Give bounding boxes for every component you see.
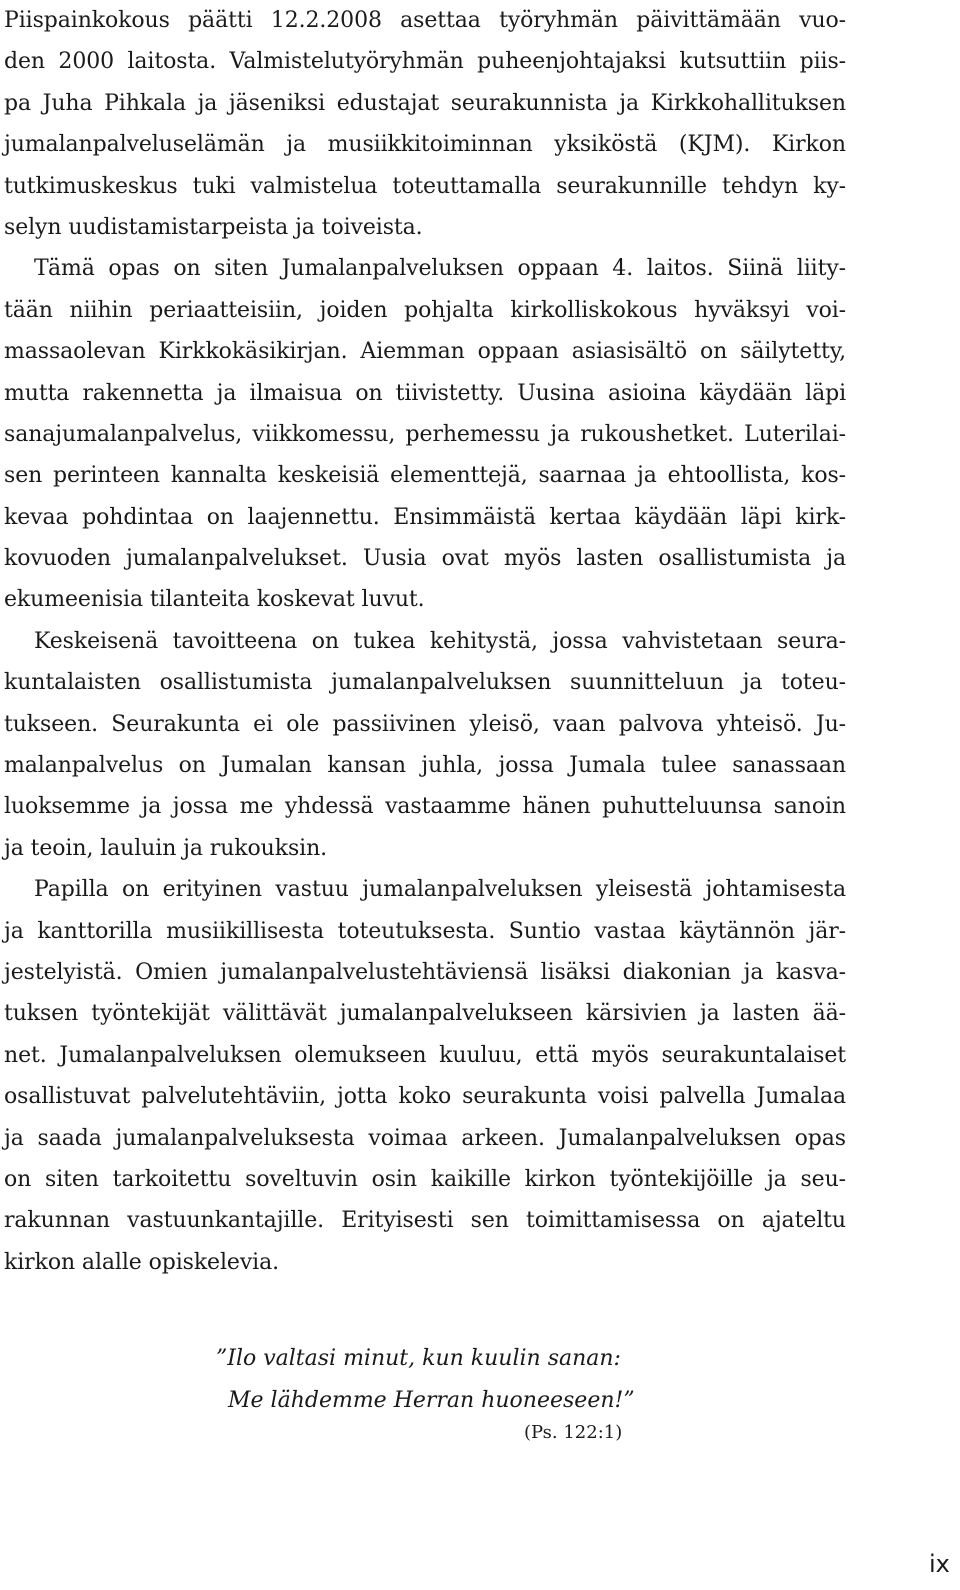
text-line: sanajumalanpalvelus, viikkomessu, perhemessu ja rukoushetket. Luterilai- (4, 421, 846, 447)
text-line: Piispainkokous päätti 12.2.2008 asettaa työryhmän päivittämään vuo- (4, 8, 846, 33)
text-line: pa Juha Pihkala ja jäseniksi edustajat seurakunnista ja Kirkkohallituksen (4, 90, 846, 116)
text-line: jumalanpalveluselämän ja musiikkitoiminnan yksiköstä (KJM). Kirkon (4, 132, 846, 158)
text-line: ja saada jumalanpalveluksesta voimaa arkeen. Jumalanpalveluksen opas (4, 1125, 846, 1151)
text-line: selyn uudistamistarpeista ja toiveista. (4, 214, 423, 240)
text-line: ekumeenisia tilanteita koskevat luvut. (4, 587, 425, 613)
text-line: rakunnan vastuunkantajille. Erityisesti sen toimittamisessa on ajateltu (4, 1208, 846, 1234)
text-line: Keskeisenä tavoitteena on tukea kehitystä, jossa vahvistetaan seura- (34, 628, 846, 654)
text-line: kirkon alalle opiskelevia. (4, 1249, 280, 1275)
quote-citation: (Ps. 122:1) (524, 1422, 623, 1443)
text-line: massaolevan Kirkkokäsikirjan. Aiemman oppaan asiasisältö on säilytetty, (4, 339, 846, 365)
text-line: kovuoden jumalanpalvelukset. Uusia ovat myös lasten osallistumista ja (4, 546, 846, 572)
text-line: Papilla on erityinen vastuu jumalanpalveluksen yleisestä johtamisesta (34, 877, 846, 903)
text-line: luoksemme ja jossa me yhdessä vastaamme hänen puhutteluunsa sanoin (4, 794, 846, 820)
text-line: net. Jumalanpalveluksen olemukseen kuuluu, että myös seurakuntalaiset (4, 1042, 846, 1068)
text-line: den 2000 laitosta. Valmistelutyöryhmän puheenjohtajaksi kutsuttiin piis- (4, 49, 846, 75)
quote-line-2: Me lähdemme Herran huoneeseen!” (228, 1388, 635, 1413)
text-line: osallistuvat palvelutehtäviin, jotta koko seurakunta voisi palvella Jumalaa (4, 1084, 846, 1110)
text-line: kevaa pohdintaa on laajennettu. Ensimmäistä kertaa käydään läpi kirk- (4, 504, 846, 530)
body-text (4, 0, 846, 1283)
text-line: mutta rakennetta ja ilmaisua on tiivistetty. Uusina asioina käydään läpi (4, 380, 846, 406)
text-line: Tämä opas on siten Jumalanpalveluksen oppaan 4. laitos. Siinä liity- (34, 256, 846, 282)
text-line: ja kanttorilla musiikillisesta toteutuksesta. Suntio vastaa käytännön jär- (4, 918, 846, 944)
text-line: malanpalvelus on Jumalan kansan juhla, jossa Jumala tulee sanassaan (4, 753, 846, 779)
quote-line-1: ”Ilo valtasi minut, kun kuulin sanan: (216, 1346, 621, 1371)
text-line: on siten tarkoitettu soveltuvin osin kaikille kirkon työntekijöille ja seu- (4, 1166, 846, 1192)
text-line: tuksen työntekijät välittävät jumalanpalvelukseen kärsivien ja lasten ää- (4, 1001, 846, 1027)
text-line: sen perinteen kannalta keskeisiä elementtejä, saarnaa ja ehtoollista, kos- (4, 463, 846, 489)
text-line: ja teoin, lauluin ja rukouksin. (4, 835, 328, 861)
text-line: tutkimuskeskus tuki valmistelua toteuttamalla seurakunnille tehdyn ky- (4, 173, 846, 199)
page-number: ix (929, 1550, 950, 1578)
text-line: jestelyistä. Omien jumalanpalvelustehtäviensä lisäksi diakonian ja kasva- (4, 959, 846, 985)
text-line: tään niihin periaatteisiin, joiden pohjalta kirkolliskokous hyväksyi voi- (4, 297, 846, 323)
text-line: tukseen. Seurakunta ei ole passiivinen yleisö, vaan palvova yhteisö. Ju- (4, 711, 846, 737)
text-line: kuntalaisten osallistumista jumalanpalveluksen suunnitteluun ja toteu- (4, 670, 846, 696)
